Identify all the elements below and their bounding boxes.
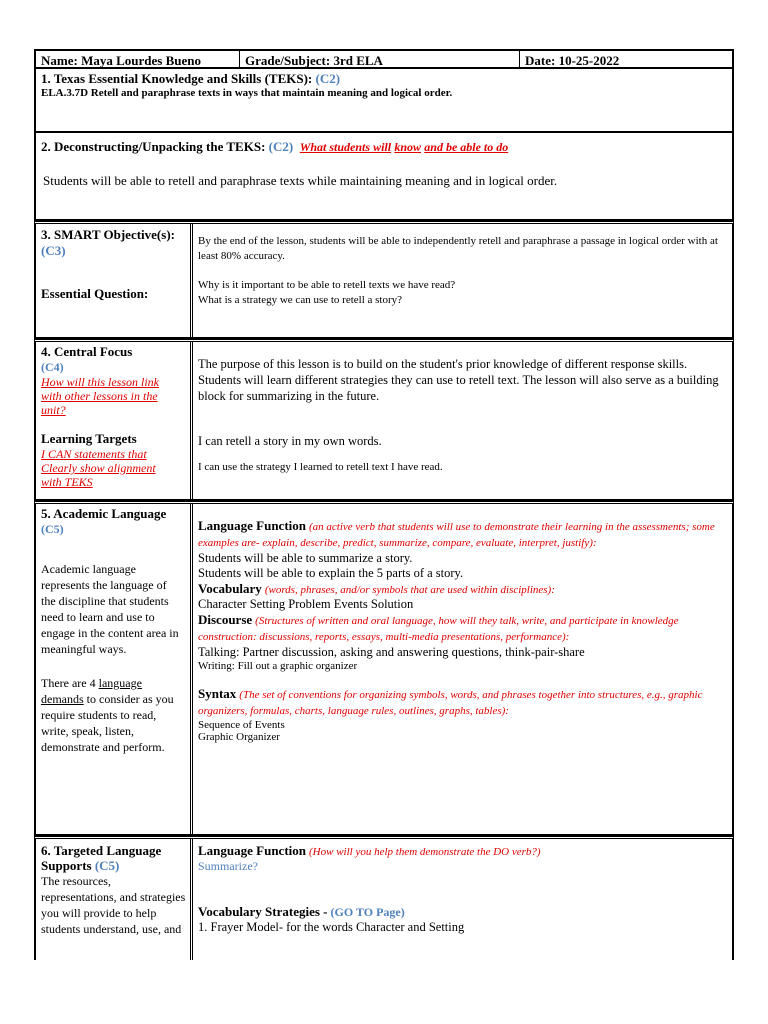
discourse-writing: Writing: Fill out a graphic organizer	[198, 660, 358, 672]
essential-question-label: Essential Question:	[41, 286, 149, 301]
syntax-2: Graphic Organizer	[198, 731, 280, 743]
central-focus-section	[34, 339, 734, 501]
learning-target-2: I can use the strategy I learned to retell text I have read.	[198, 461, 443, 473]
central-focus-code: (C4)	[41, 360, 64, 374]
language-supports-heading: 6. Targeted Language Supports (C5)	[41, 843, 162, 873]
grade-subject-field: Grade/Subject: 3rd ELA	[240, 51, 520, 67]
smart-section	[34, 221, 734, 339]
lesson-plan-document	[34, 49, 734, 960]
vocabulary-text: Character Setting Problem Events Solution	[198, 597, 414, 611]
syntax-1: Sequence of Events	[198, 719, 285, 731]
central-focus-text: The purpose of this lesson is to build on the student's prior knowledge of different response skills. Students will learn different strategies they can use to retell text. The lesson will also serve as a building block for summarizing in the future.	[198, 357, 719, 403]
deconstruct-heading: 2. Deconstructing/Unpacking the TEKS: (C2) What students will know and be able to do	[41, 139, 509, 154]
language-function-block: Language Function (an active verb that students will use to demonstrate their learning in the assessments; some examples are- explain, describe, predict, summarize, compare, evaluate, interpret, justify):	[198, 518, 715, 549]
central-focus-note: How will this lesson link with other lessons in the unit?	[41, 375, 160, 417]
learning-targets-label: Learning Targets	[41, 431, 137, 446]
go-to-page-link[interactable]: (GO TO Page)	[330, 905, 405, 919]
academic-language-heading: 5. Academic Language	[41, 506, 167, 521]
discourse-block: Discourse (Structures of written and oral language, how will they talk, write, and participate in knowledge construction: discussions, reports, essays, multi-media presentations, performance):	[198, 612, 679, 643]
name-field: Name: Maya Lourdes Bueno	[36, 51, 240, 67]
deconstruct-section	[34, 133, 734, 221]
supports-summarize: Summarize?	[198, 859, 258, 873]
teks-code: (C2)	[315, 71, 341, 86]
essential-question-2: What is a strategy we can use to retell a story?	[198, 294, 403, 306]
essential-question-1: Why is it important to be able to retell texts we have read?	[198, 279, 456, 291]
smart-heading: 3. SMART Objective(s): (C3)	[41, 227, 175, 258]
language-function-1: Students will be able to summarize a story.	[198, 551, 413, 565]
syntax-block: Syntax (The set of conventions for organizing symbols, words, and phrases together into structures, e.g., graphic organizers, formulas, charts, language rules, outlines, graphs, tables):	[198, 686, 703, 717]
teks-standard: ELA.3.7D Retell and paraphrase texts in ways that maintain meaning and logical order.	[41, 87, 453, 99]
language-function-label: Language Function	[198, 518, 306, 533]
academic-language-section	[34, 501, 734, 836]
academic-language-code: (C5)	[41, 522, 64, 536]
academic-language-desc: Academic language represents the language of the discipline that students need to learn and use to engage in the content area in meaningful ways.	[41, 562, 179, 656]
smart-objective: By the end of the lesson, students will be able to independently retell and paraphrase a passage in logical order with at least 80% accuracy.	[198, 235, 718, 262]
date-field: Date: 10-25-2022	[525, 53, 620, 68]
vocabulary-strategy-1: 1. Frayer Model- for the words Character and Setting	[198, 920, 465, 934]
vocabulary-strategies-heading: Vocabulary Strategies - (GO TO Page)	[198, 904, 405, 919]
teks-heading: 1. Texas Essential Knowledge and Skills (TEKS): (C2)	[41, 71, 341, 86]
supports-language-function: Language Function (How will you help them demonstrate the DO verb?)	[198, 843, 541, 858]
learning-targets-note: I CAN statements that Clearly show alignment with TEKS	[41, 447, 156, 489]
language-demands-text: There are 4 language demands to consider as you require students to read, write, speak, listen, demonstrate and perform.	[41, 676, 174, 754]
learning-target-1: I can retell a story in my own words.	[198, 434, 382, 448]
language-supports-section	[34, 836, 734, 960]
teks-section	[34, 69, 734, 133]
vocabulary-block: Vocabulary (words, phrases, and/or symbols that are used within disciplines):	[198, 581, 555, 596]
language-function-2: Students will be able to explain the 5 parts of a story.	[198, 566, 464, 580]
deconstruct-text: Students will be able to retell and paraphrase texts while maintaining meaning and in logical order.	[43, 173, 558, 188]
discourse-talking: Talking: Partner discussion, asking and answering questions, think-pair-share	[198, 645, 585, 659]
central-focus-heading: 4. Central Focus	[41, 344, 133, 359]
header-row	[34, 49, 734, 69]
language-supports-desc: The resources, representations, and strategies you will provide to help students understand, use, and	[41, 874, 186, 936]
